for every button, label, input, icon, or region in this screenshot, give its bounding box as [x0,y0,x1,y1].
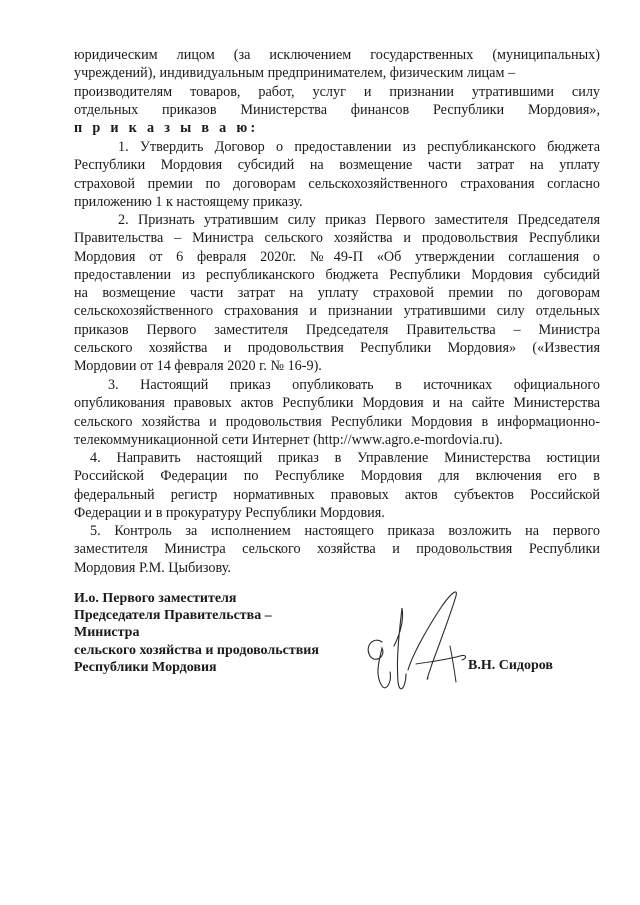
item-4-paragraph [74,449,600,522]
text-line: на возмещение части затрат на уплату страховой премии по договорам [74,285,600,302]
text-line: отдельных приказов Министерства финансов Республики Мордовия», [74,101,600,118]
handwritten-signature [356,586,471,702]
text-line: приказов Первого заместителя Председателя Правительства – Министра [74,321,600,338]
text-line: сельскохозяйственного страхования и признании утратившими силу отдельных [74,303,600,320]
order-keyword: п р и к а з ы в а ю: [74,120,259,137]
intro-paragraph [74,46,600,137]
text-line: 4. Направить настоящий приказ в Управление Министерства юстиции [90,450,600,466]
text-line: 3. Настоящий приказ опубликовать в источниках официального [108,377,600,393]
text-line: предоставлении из республиканского бюджета Республики Мордовия субсидий [74,266,600,283]
signer-name: В.Н. Сидоров [468,658,553,673]
item-3-paragraph [74,376,600,449]
signature-block [74,590,319,676]
text-line: 1. Утвердить Договор о предоставлении из республиканского бюджета [118,139,600,155]
text-line: федеральный регистр нормативных правовых актов субъектов Российской [74,486,600,503]
text-line: опубликования правовых актов Республики Мордовия и на сайте Министерства [74,395,600,412]
text-line: 5. Контроль за исполнением настоящего приказа возложить на первого [90,523,600,539]
signatory-title-line: сельского хозяйства и продовольствия [74,642,319,658]
text-line: страховой премии по договорам сельскохозяйственного страхования согласно [74,175,600,192]
item-2-paragraph [74,211,600,376]
signatory-title-line: Председателя Правительства – [74,608,272,624]
text-line: Республики Мордовия субсидий на возмещение части затрат на уплату [74,157,600,174]
text-line: Мордовия Р.М. Цыбизову. [74,559,231,576]
signatory-title-line: Министра [74,625,140,641]
text-line: сельского хозяйства и продовольствия Республики Мордовия» («Известия [74,340,600,357]
text-line: Мордовия от 6 февраля 2020г. №49-П «Об утверждении соглашения о [74,248,600,265]
text-line: учреждений), индивидуальным предпринимателем, физическим лицам – [74,65,516,82]
text-line: юридическим лицом (за исключением государственных (муниципальных) [74,47,600,63]
item-1-paragraph [74,138,600,211]
text-line: 2. Признать утратившим силу приказ Первого заместителя Председателя [118,212,600,228]
text-line: Российской Федерации по Республике Мордовия для включения его в [74,468,600,485]
text-line: производителям товаров, работ, услуг и признании утратившими силу [74,83,600,100]
text-line: заместителя Министра сельского хозяйства и продовольствия Республики [74,541,600,558]
signatory-title-line: И.о. Первого заместителя [74,591,237,606]
text-line: Мордовии от 14 февраля 2020 г. № 16-9). [74,358,322,375]
item-5-paragraph [74,522,600,577]
signatory-title-line: Республики Мордовия [74,659,217,675]
text-line: сельского хозяйства и продовольствия Республики Мордовия в информационно- [74,413,600,430]
text-line: Правительства – Министра сельского хозяйства и продовольствия Республики [74,230,600,247]
text-line: Федерации и в прокуратуру Республики Мордовия. [74,504,385,521]
text-line: приложению 1 к настоящему приказу. [74,193,303,210]
text-line: телекоммуникационной сети Интернет (http://www.agro.e-mordovia.ru). [74,431,503,448]
